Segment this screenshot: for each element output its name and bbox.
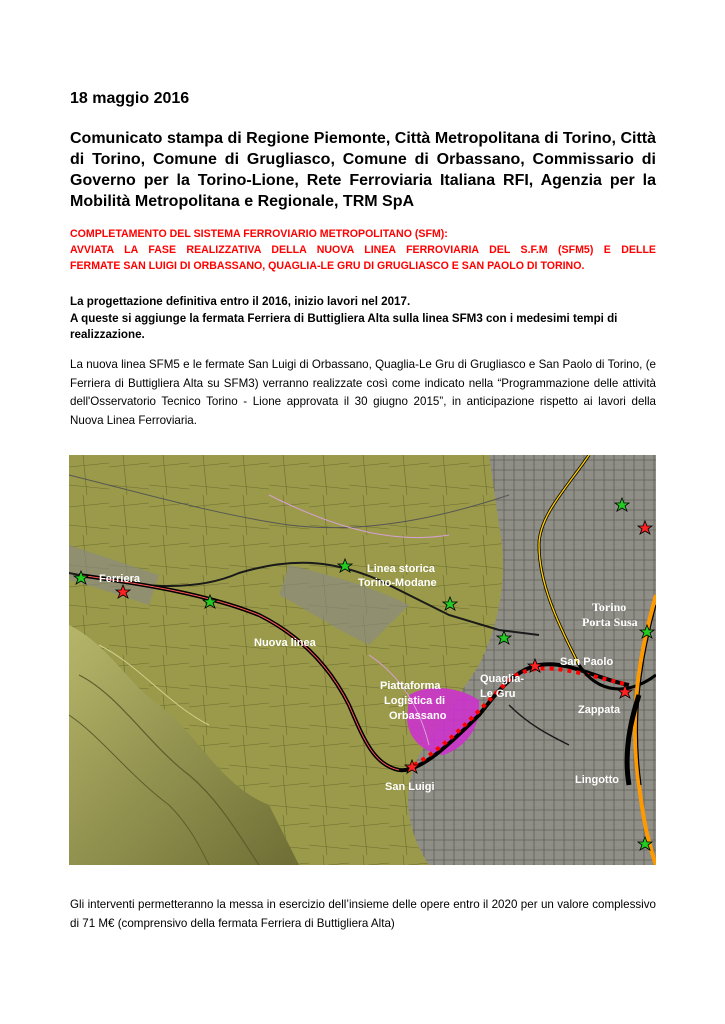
closing-paragraph: Gli interventi permetteranno la messa in esercizio dell’insieme delle opere entro il 2020 per un valore complessivo di 71 M€ (comprensivo della fermata Ferriera di Buttigliera Alta): [70, 898, 656, 930]
label-torino: Torino: [592, 600, 627, 614]
red-heading-line: FERMATE SAN LUIGI DI ORBASSANO, QUAGLIA-LE GRU DI GRUGLIASCO E SAN PAOLO DI TORINO.: [70, 260, 585, 272]
label-nuova-linea: Nuova linea: [254, 637, 316, 649]
label-san-luigi: San Luigi: [385, 781, 435, 793]
label-orbassano: Orbassano: [389, 710, 447, 722]
subheading: [70, 294, 656, 344]
red-heading-line: AVVIATA LA FASE REALIZZATIVA DELLA NUOVA LINEA FERROVIARIA DEL S.F.M (SFM5) E DELLE: [70, 244, 656, 256]
label-piattaforma: Piattaforma: [380, 680, 441, 692]
subheading-line: A queste si aggiunge la fermata Ferriera di Buttigliera Alta sulla linea SFM3 con i medesimi tempi di realizzazione.: [70, 311, 618, 341]
railway-map: [69, 455, 656, 865]
label-porta-susa: Porta Susa: [582, 615, 638, 629]
label-logistica-di: Logistica di: [384, 695, 446, 707]
label-lingotto: Lingotto: [575, 774, 619, 786]
subheading-line: La progettazione definitiva entro il 2016, inizio lavori nel 2017.: [70, 295, 411, 308]
press-release-title: Comunicato stampa di Regione Piemonte, Città Metropolitana di Torino, Città di Torino, Comune di Grugliasco, Comune di Orbassano, Commissario di Governo per la Torino-Lione, Rete Ferroviaria Italiana RFI, Agenzia per la Mobilità Metropolitana e Regionale, TRM SpA: [70, 130, 656, 210]
document-date: 18 maggio 2016: [70, 90, 190, 107]
label-le-gru: Le Gru: [480, 688, 516, 700]
label-zappata: Zappata: [578, 704, 621, 716]
label-san-paolo: San Paolo: [560, 656, 614, 668]
label-ferriera: Ferriera: [99, 573, 140, 585]
red-heading-line: COMPLETAMENTO DEL SISTEMA FERROVIARIO METROPOLITANO (SFM):: [70, 228, 448, 240]
label-torino-modane: Torino-Modane: [358, 577, 437, 589]
label-linea-storica: Linea storica: [367, 563, 435, 575]
intro-paragraph: La nuova linea SFM5 e le fermate San Luigi di Orbassano, Quaglia-Le Gru di Grugliasco e San Paolo di Torino, (e Ferriera di Buttigliera Alta su SFM3) verranno realizzate così come indicato nella “Programmazione delle attività dell'Osservatorio Tecnico Torino - Lione approvata il 30 giugno 2015”, in anticipazione rispetto ai lavori della Nuova Linea Ferroviaria.: [70, 358, 656, 427]
red-heading: [70, 226, 656, 274]
label-quaglia: Quaglia-: [480, 673, 525, 685]
